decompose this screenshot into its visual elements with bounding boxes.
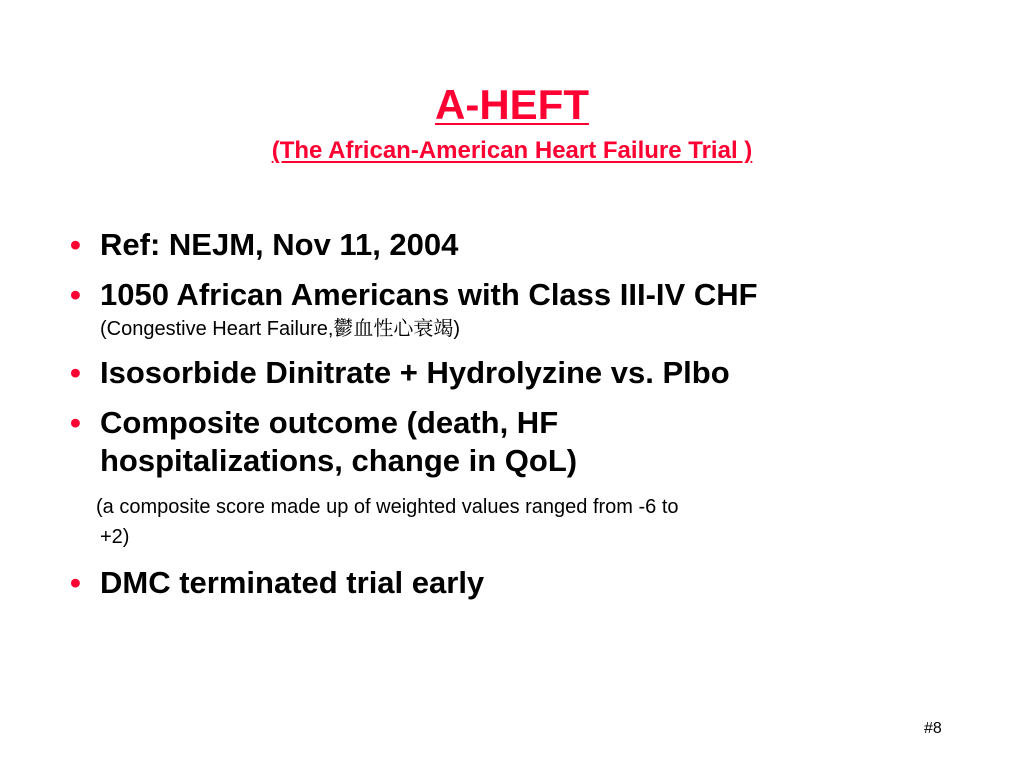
page-number: #8 bbox=[924, 720, 942, 737]
bullet-item bbox=[60, 276, 960, 314]
composite-note bbox=[60, 492, 960, 552]
bullet-item bbox=[60, 564, 960, 602]
bullet-item bbox=[60, 404, 800, 480]
bullet-text: Ref: NEJM, Nov 11, 2004 bbox=[100, 227, 459, 262]
bullet-icon: • bbox=[70, 277, 81, 312]
bullet-text: Composite outcome (death, HF hospitalizations, change in QoL) bbox=[100, 405, 578, 478]
bullet-text: DMC terminated trial early bbox=[100, 565, 485, 600]
composite-note-line2: +2) bbox=[100, 526, 130, 548]
composite-note-line1: (a composite score made up of weighted values ranged from -6 to bbox=[96, 496, 679, 518]
bullet-text: Isosorbide Dinitrate + Hydrolyzine vs. Plbo bbox=[100, 355, 730, 390]
bullet-icon: • bbox=[70, 405, 81, 440]
chf-note-text: (Congestive Heart Failure,鬱血性心衰竭) bbox=[100, 318, 461, 340]
bullet-list bbox=[60, 226, 960, 614]
bullet-icon: • bbox=[70, 565, 81, 600]
slide-subtitle: (The African-American Heart Failure Trial ) bbox=[271, 137, 753, 164]
title-block bbox=[0, 82, 1024, 166]
bullet-icon: • bbox=[70, 227, 81, 262]
bullet-icon: • bbox=[70, 355, 81, 390]
bullet-item bbox=[60, 226, 960, 264]
slide-title: A-HEFT bbox=[435, 81, 589, 128]
chf-note bbox=[60, 314, 960, 344]
bullet-item bbox=[60, 354, 960, 392]
bullet-text: 1050 African Americans with Class III-IV CHF bbox=[100, 277, 758, 312]
